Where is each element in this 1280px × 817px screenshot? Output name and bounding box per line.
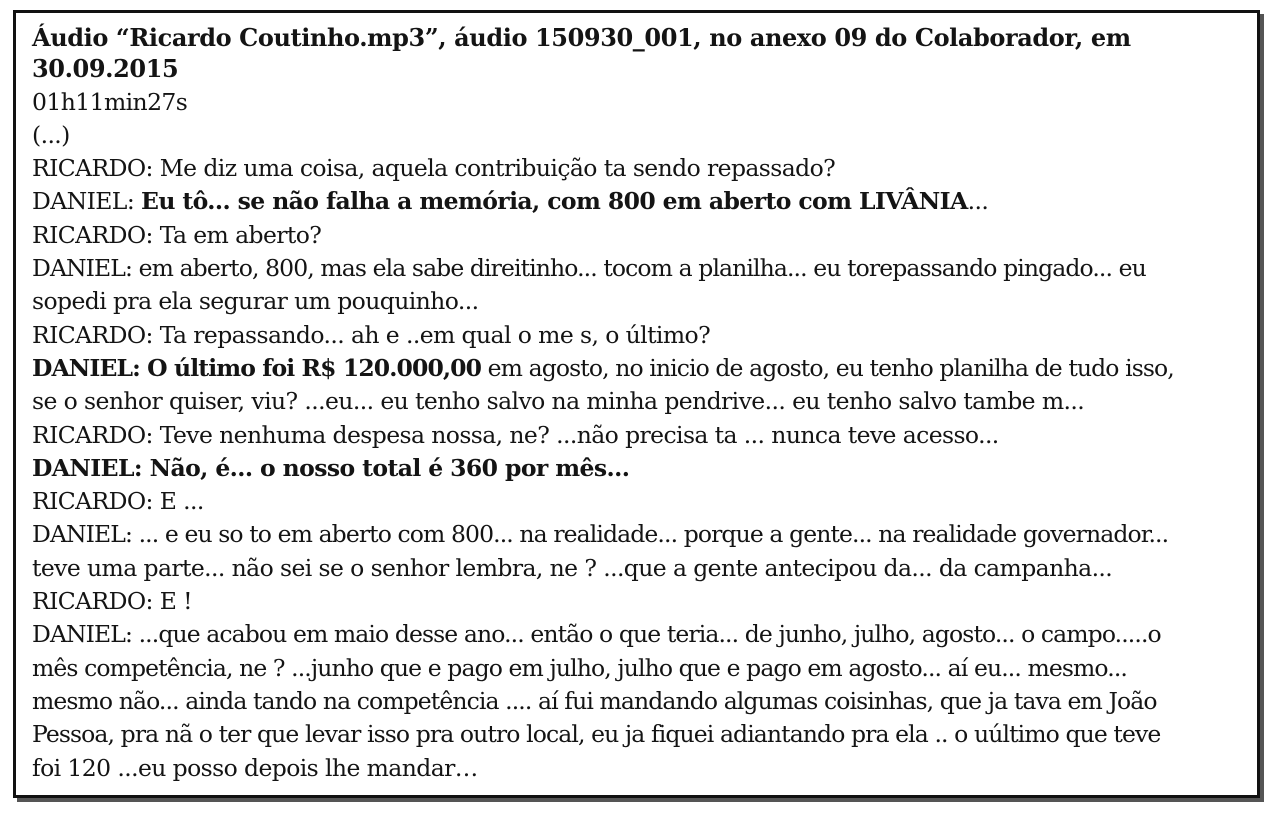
transcript-line: RICARDO: Teve nenhuma despesa nossa, ne? ...não precisa ta ... nunca teve acesso... [32, 420, 999, 449]
timestamp: 01h11min27s [32, 87, 188, 116]
transcript-line: DANIEL: ... e eu so to em aberto com 800... na realidade... porque a gente... na realidade governador... [32, 520, 1169, 549]
transcript-line: DANIEL: Não, é... o nosso total é 360 por mês... [32, 453, 630, 482]
transcript-line: RICARDO: Me diz uma coisa, aquela contribuição ta sendo repassado? [32, 154, 836, 183]
transcript-line: RICARDO: E ... [32, 487, 204, 516]
transcript-line [32, 352, 1243, 385]
transcript-line [32, 185, 1243, 218]
document-title: Áudio “Ricardo Coutinho.mp3”, áudio 150930_001, no anexo 09 do Colaborador, em [32, 23, 1131, 52]
trailing-text: ... [967, 187, 989, 216]
transcript-line: mesmo não... ainda tando na competência .... aí fui mandando algumas coisinhas, que ja tava em João [32, 686, 1157, 715]
highlighted-text: Eu tô... se não falha a memória, com 800 em aberto com LIVÂNIA [141, 187, 968, 216]
highlighted-text: DANIEL: O último foi R$ 120.000,00 [32, 353, 482, 382]
transcript-line: DANIEL: em aberto, 800, mas ela sabe direitinho... tocom a planilha... eu torepassando pingado... eu [32, 254, 1146, 283]
transcript-line: Pessoa, pra nã o ter que levar isso pra outro local, eu ja fiquei adiantando pra ela .. o uúltimo que teve [32, 720, 1161, 749]
transcript-box [13, 10, 1260, 798]
transcript-line: sopedi pra ela segurar um pouquinho... [32, 287, 479, 316]
transcript-line: teve uma parte... não sei se o senhor lembra, ne ? ...que a gente antecipou da... da campanha... [32, 553, 1113, 582]
trailing-text: em agosto, no inicio de agosto, eu tenho planilha de tudo isso, [481, 353, 1174, 382]
transcript-line: se o senhor quiser, viu? ...eu... eu tenho salvo na minha pendrive... eu tenho salvo tambe m... [32, 387, 1085, 416]
transcript-line: foi 120 ...eu posso depois lhe mandar… [32, 753, 478, 782]
document-date: 30.09.2015 [32, 54, 179, 84]
transcript-line: RICARDO: E ! [32, 587, 192, 616]
transcript-line: RICARDO: Ta em aberto? [32, 220, 322, 249]
transcript-line: DANIEL: ...que acabou em maio desse ano... então o que teria... de junho, julho, agosto... o campo.....o [32, 620, 1161, 649]
transcript-line: mês competência, ne ? ...junho que e pago em julho, julho que e pago em agosto... aí eu... mesmo... [32, 653, 1127, 682]
speaker-label: DANIEL: [32, 187, 142, 216]
ellipsis-line: (...) [32, 120, 70, 149]
transcript-line: RICARDO: Ta repassando... ah e ..em qual o me s, o último? [32, 320, 711, 349]
